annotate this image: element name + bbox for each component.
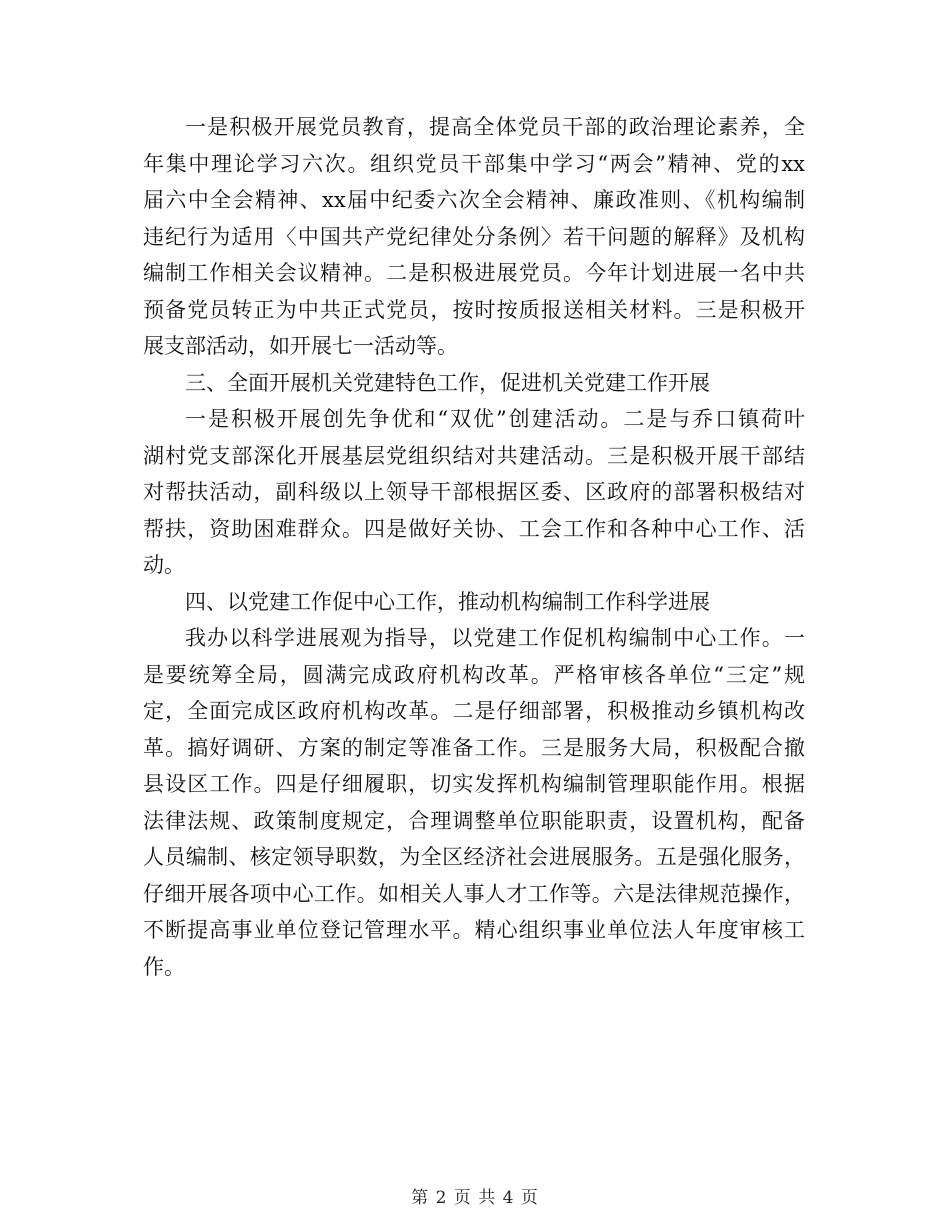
text-line: 一是积极开展创先争优和“双优”创建活动。二是与乔口镇荷叶 — [185, 407, 805, 431]
text-line: 对帮扶活动，副科级以上领导干部根据区委、区政府的部署积极结对 — [143, 480, 805, 504]
text-line: 人员编制、核定领导职数，为全区经济社会进展服务。五是强化服务， — [143, 845, 805, 869]
text-line: 湖村党支部深化开展基层党组织结对共建活动。三是积极开展干部结 — [143, 443, 805, 468]
text-line: 革。搞好调研、方案的制定等准备工作。三是服务大局，积极配合撤 — [143, 735, 805, 760]
text-line: 违纪行为适用〈中国共产党纪律处分条例〉若干问题的解释》及机构 — [143, 224, 805, 249]
text-line: 仔细开展各项中心工作。如相关人事人才工作等。六是法律规范操作， — [143, 881, 805, 906]
section-heading: 四、以党建工作促中心工作，推动机构编制工作科学进展 — [185, 589, 710, 614]
section-heading: 三、全面开展机关党建特色工作，促进机关党建工作开展 — [185, 370, 710, 395]
text-line: 届六中全会精神、xx届中纪委六次全会精神、廉政准则、《机构编制 — [143, 188, 805, 212]
text-line: 定，全面完成区政府机构改革。二是仔细部署，积极推动乡镇机构改 — [143, 699, 805, 723]
text-line: 展支部活动，如开展七一活动等。 — [143, 334, 458, 358]
text-line: 不断提高事业单位登记管理水平。精心组织事业单位法人年度审核工 — [143, 918, 805, 942]
text-line: 作。 — [143, 954, 185, 979]
text-line: 编制工作相关会议精神。二是积极进展党员。今年计划进展一名中共 — [143, 261, 805, 285]
text-line: 年集中理论学习六次。组织党员干部集中学习“两会”精神、党的xx — [143, 151, 805, 176]
text-line: 我办以科学进展观为指导，以党建工作促机构编制中心工作。一 — [185, 626, 805, 650]
text-line: 帮扶，资助困难群众。四是做好关协、工会工作和各种中心工作、活 — [143, 516, 805, 541]
page-number-footer: 第 2 页 共 4 页 — [411, 1188, 539, 1208]
text-line: 动。 — [143, 553, 185, 577]
text-line: 预备党员转正为中共正式党员，按时按质报送相关材料。三是积极开 — [143, 297, 805, 322]
document-body — [143, 109, 805, 985]
text-line: 法律法规、政策制度规定，合理调整单位职能职责，设置机构，配备 — [143, 808, 805, 833]
text-line: 县设区工作。四是仔细履职，切实发挥机构编制管理职能作用。根据 — [143, 772, 805, 796]
text-line: 是要统筹全局，圆满完成政府机构改革。严格审核各单位“三定”规 — [143, 662, 805, 687]
text-line: 一是积极开展党员教育，提高全体党员干部的政治理论素养，全 — [185, 115, 805, 139]
